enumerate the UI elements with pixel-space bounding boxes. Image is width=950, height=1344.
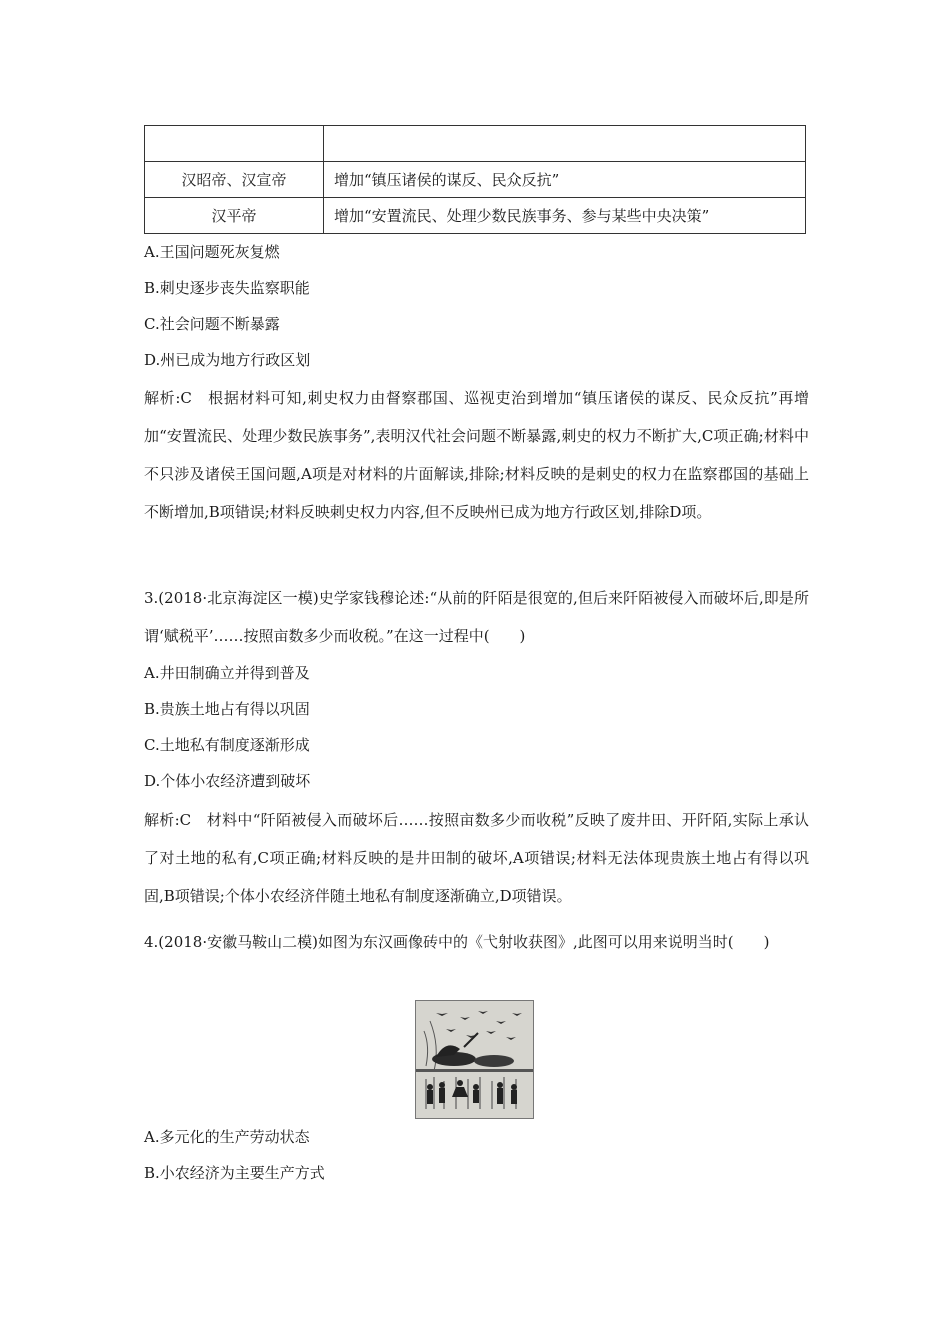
q4-stem: 4.(2018·安徽马鞍山二模)如图为东汉画像砖中的《弋射收获图》,此图可以用来说明当时( ) <box>144 933 770 951</box>
q2-option-c: C.社会问题不断暴露 <box>144 315 280 333</box>
q3-option-c: C.土地私有制度逐渐形成 <box>144 736 310 754</box>
q2-option-b: B.刺史逐步丧失监察职能 <box>144 279 310 297</box>
q3-stem: 3.(2018·北京海淀区一模)史学家钱穆论述:“从前的阡陌是很宽的,但后来阡陌被侵入而破坏后,即是所谓‘赋税平’……按照亩数多少而收税。”在这一过程中( ) <box>144 589 809 645</box>
table-cell-emperor <box>145 126 324 162</box>
table-row <box>145 198 806 234</box>
table-cell-emperor: 汉平帝 <box>145 198 324 234</box>
table-row <box>145 162 806 198</box>
q2-option-a: A.王国问题死灰复燃 <box>144 243 280 261</box>
q3-analysis: 解析:C 材料中“阡陌被侵入而破坏后……按照亩数多少而收税”反映了废井田、开阡陌,实际上承认了对土地的私有,C项正确;材料反映的是井田制的破坏,A项错误;材料无法体现贵族土地占有得以巩固,B项错误;个体小农经济伴随土地私有制度逐渐确立,D项错误。 <box>144 811 809 905</box>
relief-illustration <box>416 1001 533 1118</box>
q3-option-b: B.贵族土地占有得以巩固 <box>144 700 310 718</box>
table-row <box>145 126 806 162</box>
q4-option-b: B.小农经济为主要生产方式 <box>144 1164 325 1182</box>
q3-option-a: A.井田制确立并得到普及 <box>144 664 310 682</box>
q2-analysis: 解析:C 根据材料可知,刺史权力由督察郡国、巡视吏治到增加“镇压诸侯的谋反、民众反抗”再增加“安置流民、处理少数民族事务”,表明汉代社会问题不断暴露,刺史的权力不断扩大,C项正确;材料中不只涉及诸侯王国问题,A项是对材料的片面解读,排除;材料反映的是刺史的权力在监察郡国的基础上不断增加,B项错误;材料反映刺史权力内容,但不反映州已成为地方行政区划,排除D项。 <box>144 389 809 521</box>
q3-option-d: D.个体小农经济遭到破坏 <box>144 772 311 790</box>
emperor-table <box>144 125 806 234</box>
han-brick-relief-image <box>415 1000 534 1119</box>
table-cell-content <box>324 126 806 162</box>
table-cell-content: 增加“安置流民、处理少数民族事务、参与某些中央决策” <box>324 198 806 234</box>
table-cell-content: 增加“镇压诸侯的谋反、民众反抗” <box>324 162 806 198</box>
q4-option-a: A.多元化的生产劳动状态 <box>144 1128 310 1146</box>
q2-option-d: D.州已成为地方行政区划 <box>144 351 311 369</box>
table-cell-emperor: 汉昭帝、汉宣帝 <box>145 162 324 198</box>
